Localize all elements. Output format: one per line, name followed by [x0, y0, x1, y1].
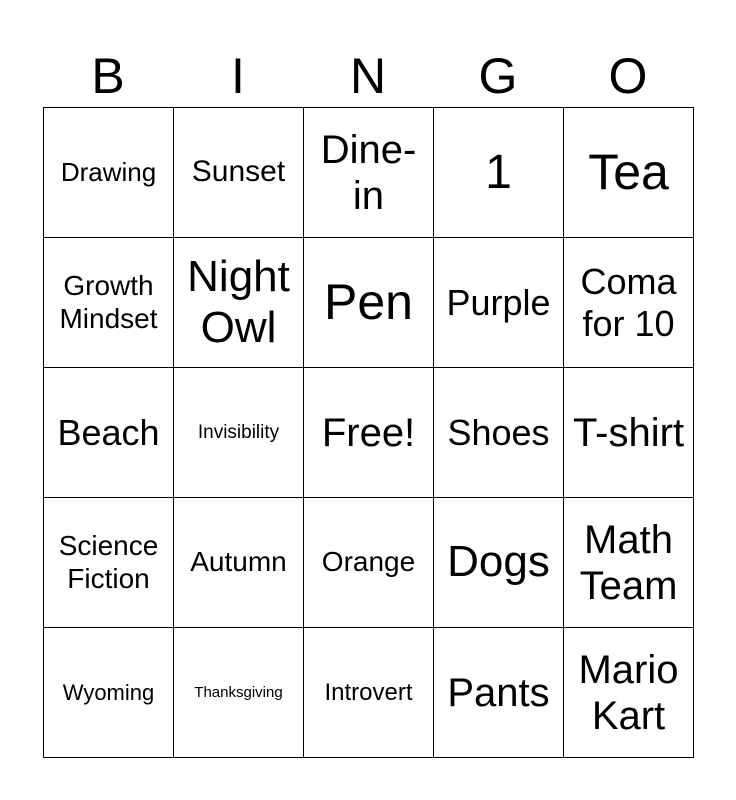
bingo-cell[interactable]: Dogs	[434, 498, 564, 628]
board-row-4	[44, 498, 694, 628]
header-letter-b: B	[91, 48, 125, 104]
bingo-cell[interactable]: Growth Mindset	[44, 238, 174, 368]
bingo-cell[interactable]: Drawing	[44, 108, 174, 238]
bingo-cell[interactable]: Math Team	[564, 498, 694, 628]
bingo-cell[interactable]: Thanksgiving	[174, 628, 304, 758]
free-space-cell[interactable]: Free!	[304, 368, 434, 498]
bingo-cell[interactable]: 1	[434, 108, 564, 238]
bingo-cell[interactable]: Dine-in	[304, 108, 434, 238]
bingo-cell[interactable]: Coma for 10	[564, 238, 694, 368]
bingo-board	[43, 107, 694, 758]
bingo-cell[interactable]: Pen	[304, 238, 434, 368]
header-letter-n: N	[349, 48, 387, 104]
bingo-cell[interactable]: Purple	[434, 238, 564, 368]
header-letter-g: G	[478, 48, 518, 104]
board-row-2	[44, 238, 694, 368]
header-letter-o: O	[608, 48, 648, 104]
bingo-cell[interactable]: Introvert	[304, 628, 434, 758]
bingo-cell[interactable]: Pants	[434, 628, 564, 758]
bingo-cell[interactable]: Sunset	[174, 108, 304, 238]
header-letter-i: I	[231, 48, 245, 104]
bingo-cell[interactable]: Tea	[564, 108, 694, 238]
bingo-cell[interactable]: Beach	[44, 368, 174, 498]
bingo-header	[43, 44, 693, 108]
bingo-cell[interactable]: Science Fiction	[44, 498, 174, 628]
board-row-1	[44, 108, 694, 238]
bingo-cell[interactable]: Mario Kart	[564, 628, 694, 758]
bingo-cell[interactable]: Orange	[304, 498, 434, 628]
bingo-cell[interactable]: T-shirt	[564, 368, 694, 498]
bingo-cell[interactable]: Wyoming	[44, 628, 174, 758]
bingo-cell[interactable]: Night Owl	[174, 238, 304, 368]
board-row-3	[44, 368, 694, 498]
bingo-cell[interactable]: Autumn	[174, 498, 304, 628]
bingo-cell[interactable]: Shoes	[434, 368, 564, 498]
bingo-cell[interactable]: Invisibility	[174, 368, 304, 498]
board-row-5	[44, 628, 694, 758]
